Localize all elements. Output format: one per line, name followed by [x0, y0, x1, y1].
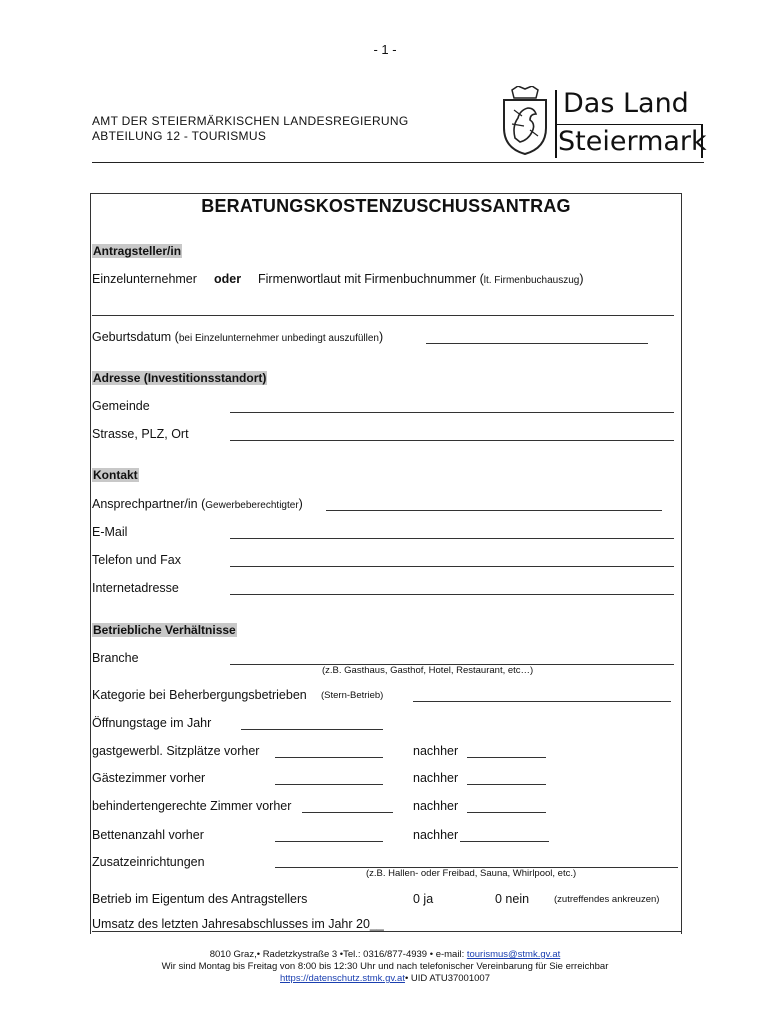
- header-divider: [92, 162, 704, 163]
- footer-email-link[interactable]: tourismus@stmk.gv.at: [466, 949, 561, 960]
- birthdate-field[interactable]: [426, 343, 648, 344]
- footer-address: 8010 Graz,• Radetzkystraße 3 •Tel.: 0316/877-4939 • e-mail: tourismus@stmk.gv.at: [209, 949, 561, 960]
- label-gaestezimmer: Gästezimmer vorher: [92, 771, 206, 785]
- label-internet: Internetadresse: [92, 581, 179, 595]
- checkbox-nein[interactable]: 0 nein: [495, 892, 530, 906]
- section-business: Betriebliche Verhältnisse: [93, 623, 236, 637]
- checkbox-ja[interactable]: 0 ja: [413, 892, 434, 906]
- footer-hours: Wir sind Montag bis Freitag von 8:00 bis 12:30 Uhr und nach telefonischer Vereinbarung für Sie erreichbar: [161, 961, 609, 972]
- logo-text-line2: Steiermark: [558, 126, 707, 157]
- category-field[interactable]: [413, 701, 671, 702]
- label-gemeinde: Gemeinde: [92, 399, 150, 413]
- label-nachher-gaestezimmer: nachher: [413, 771, 459, 785]
- seats-after-field[interactable]: [467, 757, 546, 758]
- accessible-rooms-before-field[interactable]: [302, 812, 393, 813]
- hint-zusatz: (z.B. Hallen- oder Freibad, Sauna, Whirlpool, etc.): [366, 868, 577, 879]
- label-telefon: Telefon und Fax: [92, 553, 181, 567]
- label-oder: oder: [214, 272, 242, 286]
- website-field[interactable]: [230, 594, 674, 595]
- rooms-before-field[interactable]: [275, 784, 383, 785]
- opening-days-field[interactable]: [241, 729, 383, 730]
- land-steiermark-logo: [555, 88, 707, 160]
- label-geburtsdatum: Geburtsdatum (bei Einzelunternehmer unbedingt auszufüllen): [92, 330, 384, 344]
- privacy-link[interactable]: https://datenschutz.stmk.gv.at: [280, 973, 405, 984]
- label-sitzplaetze: gastgewerbl. Sitzplätze vorher: [92, 744, 260, 758]
- label-einzelunternehmer: Einzelunternehmer: [92, 272, 197, 286]
- section-applicant: Antragsteller/in: [93, 244, 182, 258]
- label-email: E-Mail: [92, 525, 128, 539]
- municipality-field[interactable]: [230, 412, 674, 413]
- label-branche: Branche: [92, 651, 139, 665]
- label-nachher-betten: nachher: [413, 828, 459, 842]
- logo-text-line1: Das Land: [563, 88, 689, 119]
- contact-person-field[interactable]: [326, 510, 662, 511]
- footer-privacy: https://datenschutz.stmk.gv.at• UID ATU37001007: [280, 973, 490, 984]
- label-behindertengerecht: behindertengerechte Zimmer vorher: [92, 799, 292, 813]
- phone-field[interactable]: [230, 566, 674, 567]
- label-zusatzeinrichtungen: Zusatzeinrichtungen: [92, 855, 205, 869]
- label-bettenanzahl: Bettenanzahl vorher: [92, 828, 204, 842]
- authority-name: AMT DER STEIERMÄRKISCHEN LANDESREGIERUNG: [92, 114, 409, 128]
- street-field[interactable]: [230, 440, 674, 441]
- section-contact: Kontakt: [93, 468, 138, 482]
- label-strasse: Strasse, PLZ, Ort: [92, 427, 189, 441]
- seats-before-field[interactable]: [275, 757, 383, 758]
- page-number: - 1 -: [373, 42, 397, 57]
- form-title: BERATUNGSKOSTENZUSCHUSSANTRAG: [201, 196, 571, 216]
- label-umsatz: Umsatz des letzten Jahresabschlusses im Jahr 20__: [92, 917, 384, 931]
- coat-of-arms-icon: [500, 86, 550, 156]
- label-nachher-sitzplaetze: nachher: [413, 744, 459, 758]
- beds-after-field[interactable]: [460, 841, 549, 842]
- section-address: Adresse (Investitionsstandort): [93, 371, 267, 385]
- label-oeffnungstage: Öffnungstage im Jahr: [92, 716, 212, 730]
- email-field[interactable]: [230, 538, 674, 539]
- rooms-after-field[interactable]: [467, 784, 546, 785]
- hint-ankreuzen: (zutreffendes ankreuzen): [554, 894, 660, 905]
- hint-kategorie: (Stern-Betrieb): [321, 690, 384, 701]
- beds-before-field[interactable]: [275, 841, 383, 842]
- firm-name-field[interactable]: [92, 315, 674, 316]
- label-nachher-behindert: nachher: [413, 799, 459, 813]
- label-ansprechpartner: Ansprechpartner/in (Gewerbeberechtigter): [92, 497, 303, 511]
- label-eigentum: Betrieb im Eigentum des Antragstellers: [92, 892, 308, 906]
- label-firmenwortlaut: Firmenwortlaut mit Firmenbuchnummer (lt. Firmenbuchauszug): [258, 272, 584, 286]
- accessible-rooms-after-field[interactable]: [467, 812, 546, 813]
- frame-bottom-line: [92, 931, 682, 932]
- hint-branche: (z.B. Gasthaus, Gasthof, Hotel, Restaurant, etc…): [322, 665, 534, 676]
- label-kategorie: Kategorie bei Beherbergungsbetrieben: [92, 688, 307, 702]
- department-name: ABTEILUNG 12 - TOURISMUS: [92, 129, 267, 143]
